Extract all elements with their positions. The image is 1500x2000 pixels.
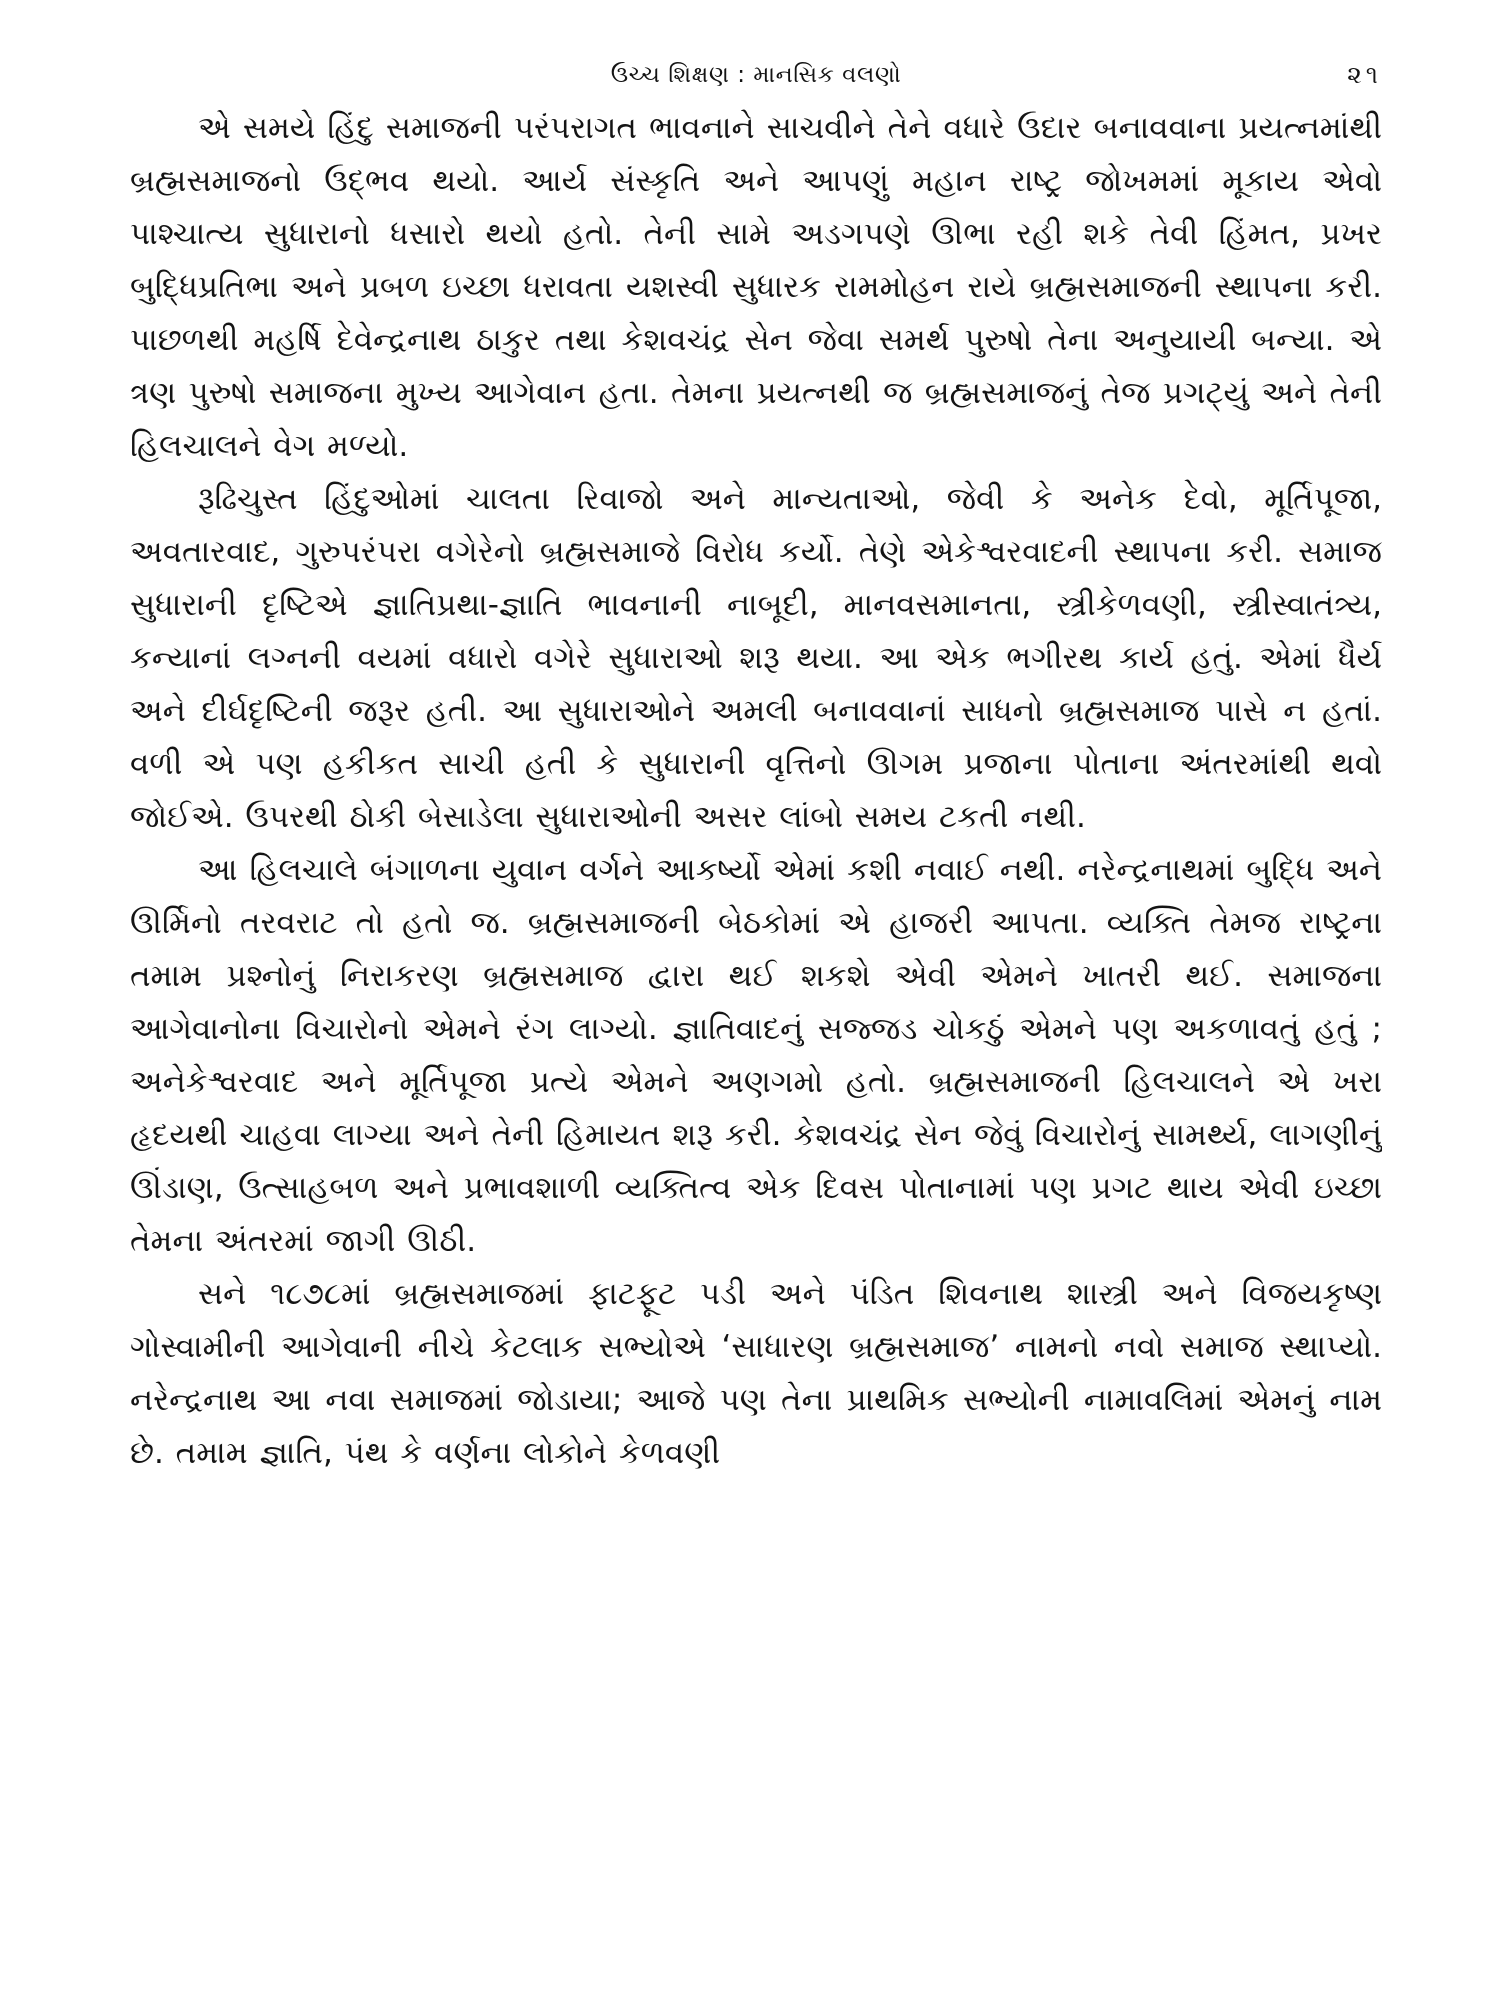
paragraph-brahmo-samaj-origin: એ સમયે હિંદુ સમાજની પરંપરાગત ભાવનાને સાચવીને તેને વધારે ઉદાર બનાવવાના પ્રયત્નમાંથી બ્રહ્મસમાજનો ઉદ્ભવ થયો. આર્ય સંસ્કૃતિ અને આપણું મહાન રાષ્ટ્ર જોખમમાં મૂકાય એવો પાશ્ચાત્ય સુધારાનો ધસારો થયો હતો. તેની સામે અડગપણે ઊભા રહી શકે તેવી હિંમત, પ્રખર બુદ્ધિપ્રતિભા અને પ્રબળ ઇચ્છા ધરાવતા યશસ્વી સુધારક રામમોહન રાયે બ્રહ્મસમાજની સ્થાપના કરી. પાછળથી મહર્ષિ દેવેન્દ્રનાથ ઠાકુર તથા કેશવચંદ્ર સેન જેવા સમર્થ પુરુષો તેના અનુયાયી બન્યા. એ ત્રણ પુરુષો સમાજના મુખ્ય આગેવાન હતા. તેમના પ્રયત્નથી જ બ્રહ્મસમાજનું તેજ પ્રગટ્યું અને તેની હિલચાલને વેગ મળ્યો. (130, 110, 1382, 464)
paragraph-narendranath-attraction: આ હિલચાલે બંગાળના યુવાન વર્ગને આકર્ષ્યો એમાં કશી નવાઈ નથી. નરેન્દ્રનાથમાં બુદ્ધિ અને ઊર્મિનો તરવરાટ તો હતો જ. બ્રહ્મસમાજની બેઠકોમાં એ હાજરી આપતા. વ્યક્તિ તેમજ રાષ્ટ્રના તમામ પ્રશ્નોનું નિરાકરણ બ્રહ્મસમાજ દ્વારા થઈ શકશે એવી એમને ખાતરી થઈ. સમાજના આગેવાનોના વિચારોનો એમને રંગ લાગ્યો. જ્ઞાતિવાદનું સજ્જડ ચોકઠું એમને પણ અકળાવતું હતું ; અનેકેશ્વરવાદ અને મૂર્તિપૂજા પ્રત્યે એમને અણગમો હતો. બ્રહ્મસમાજની હિલચાલને એ ખરા હૃદયથી ચાહવા લાગ્યા અને તેની હિમાયત શરૂ કરી. કેશવચંદ્ર સેન જેવું વિચારોનું સામર્થ્ય, લાગણીનું ઊંડાણ, ઉત્સાહબળ અને પ્રભાવશાળી વ્યક્તિત્વ એક દિવસ પોતાનામાં પણ પ્રગટ થાય એવી ઇચ્છા તેમના અંતરમાં જાગી ઊઠી. (130, 852, 1382, 1259)
body-text (130, 102, 1382, 1480)
page-header (130, 52, 1382, 96)
paragraph-social-reforms: રૂઢિચુસ્ત હિંદુઓમાં ચાલતા રિવાજો અને માન્યતાઓ, જેવી કે અનેક દેવો, મૂર્તિપૂજા, અવતારવાદ, ગુરુપરંપરા વગેરેનો બ્રહ્મસમાજે વિરોધ કર્યો. તેણે એકેશ્વરવાદની સ્થાપના કરી. સમાજ સુધારાની દૃષ્ટિએ જ્ઞાતિપ્રથા-જ્ઞાતિ ભાવનાની નાબૂદી, માનવસમાનતા, સ્ત્રીકેળવણી, સ્ત્રીસ્વાતંત્ર્ય, કન્યાનાં લગ્નની વયમાં વધારો વગેરે સુધારાઓ શરૂ થયા. આ એક ભગીરથ કાર્ય હતું. એમાં ધૈર્ય અને દીર્ઘદૃષ્ટિની જરૂર હતી. આ સુધારાઓને અમલી બનાવવાનાં સાધનો બ્રહ્મસમાજ પાસે ન હતાં. વળી એ પણ હકીકત સાચી હતી કે સુધારાની વૃત્તિનો ઊગમ પ્રજાના પોતાના અંતરમાંથી થવો જોઈએ. ઉપરથી ઠોકી બેસાડેલા સુધારાઓની અસર લાંબો સમય ટકતી નથી. (130, 481, 1382, 835)
running-title: ઉચ્ચ શિક્ષણ : માનસિક વલણો (610, 62, 902, 88)
paragraph-sadharan-brahmo-samaj: સને ૧૮૭૮માં બ્રહ્મસમાજમાં ફાટફૂટ પડી અને પંડિત શિવનાથ શાસ્ત્રી અને વિજયકૃષ્ણ ગોસ્વામીની આગેવાની નીચે કેટલાક સભ્યોએ ‘સાધારણ બ્રહ્મસમાજ’ નામનો નવો સમાજ સ્થાપ્યો. નરેન્દ્રનાથ આ નવા સમાજમાં જોડાયા; આજે પણ તેના પ્રાથમિક સભ્યોની નામાવલિમાં એમનું નામ છે. તમામ જ્ઞાતિ, પંથ કે વર્ણના લોકોને કેળવણી (130, 1276, 1382, 1471)
book-page (130, 52, 1382, 1982)
page-number: ૨૧ (1347, 60, 1382, 89)
